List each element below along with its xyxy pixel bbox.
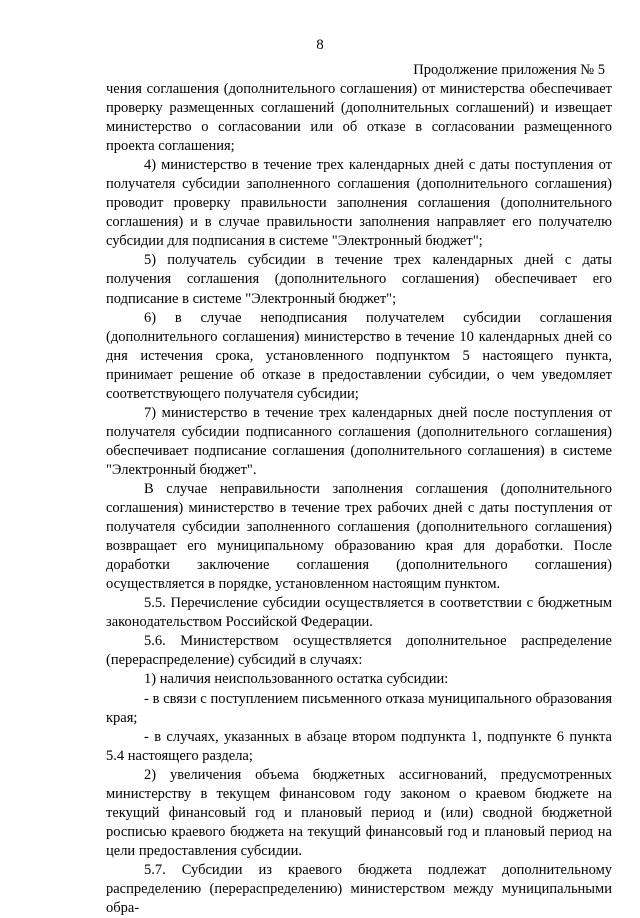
paragraph: чения соглашения (дополнительного соглашения) от министерства обеспечивает проверку размещенных соглашений (дополнительных соглашений) и извещает министерство о согласовании или об отказе в согласовании размещенного проекта соглашения; [106, 81, 612, 155]
paragraph: - в случаях, указанных в абзаце втором подпункта 1, подпункте 6 пункта 5.4 настоящего раздела; [106, 728, 612, 764]
page-number: 8 [316, 37, 324, 53]
paragraph: В случае неправильности заполнения соглашения (дополнительного соглашения) министерство в течение трех рабочих дней с даты поступления от получателя субсидии заполненного соглашения (дополнительного соглашения) возвращает его муниципальному образованию края для доработки. После доработки заключение соглашения (дополнительного соглашения) осуществляется в порядке, установленном настоящим пунктом. [106, 480, 612, 593]
paragraph: 5.5. Перечисление субсидии осуществляется в соответствии с бюджетным законодательством Российской Федерации. [106, 595, 612, 631]
paragraph: 5.7. Субсидии из краевого бюджета подлежат дополнительному распределению (перераспределению) министерством между муниципальными обра- [106, 861, 612, 917]
document-body [106, 80, 612, 918]
paragraph: 2) увеличения объема бюджетных ассигнований, предусмотренных министерству в текущем финансовом году законом о краевом бюджете на текущий финансовый год и плановый период и (или) сводной бюджетной росписью краевого бюджета на текущий финансовый год и плановый период на цели предоставления субсидии. [106, 766, 612, 859]
appendix-continuation-note: Продолжение приложения № 5 [413, 62, 605, 78]
paragraph: 4) министерство в течение трех календарных дней с даты поступления от получателя субсидии заполненного соглашения (дополнительного соглашения) проводит проверку правильности заполнения соглашения (дополнительного соглашения) и в случае правильности заполнения направляет его получателю субсидии для подписания в системе "Электронный бюджет"; [106, 157, 612, 250]
paragraph: 7) министерство в течение трех календарных дней после поступления от получателя субсидии подписанного соглашения (дополнительного соглашения) обеспечивает подписание соглашения (дополнительного соглашения) в системе "Электронный бюджет". [106, 404, 612, 478]
paragraph: 5) получатель субсидии в течение трех календарных дней с даты получения соглашения (дополнительного соглашения) обеспечивает его подписание в системе "Электронный бюджет"; [106, 252, 612, 307]
paragraph: 6) в случае неподписания получателем субсидии соглашения (дополнительного соглашения) министерство в течение 10 календарных дней со дня истечения срока, установленного подпунктом 5 настоящего пункта, принимает решение об отказе в предоставлении субсидии, о чем уведомляет соответствующего получателя субсидии; [106, 309, 612, 402]
paragraph: 1) наличия неиспользованного остатка субсидии: [144, 671, 449, 688]
paragraph: - в связи с поступлением письменного отказа муниципального образования края; [106, 690, 612, 726]
paragraph: 5.6. Министерством осуществляется дополнительное распределение (перераспределение) субсидий в случаях: [106, 633, 612, 669]
